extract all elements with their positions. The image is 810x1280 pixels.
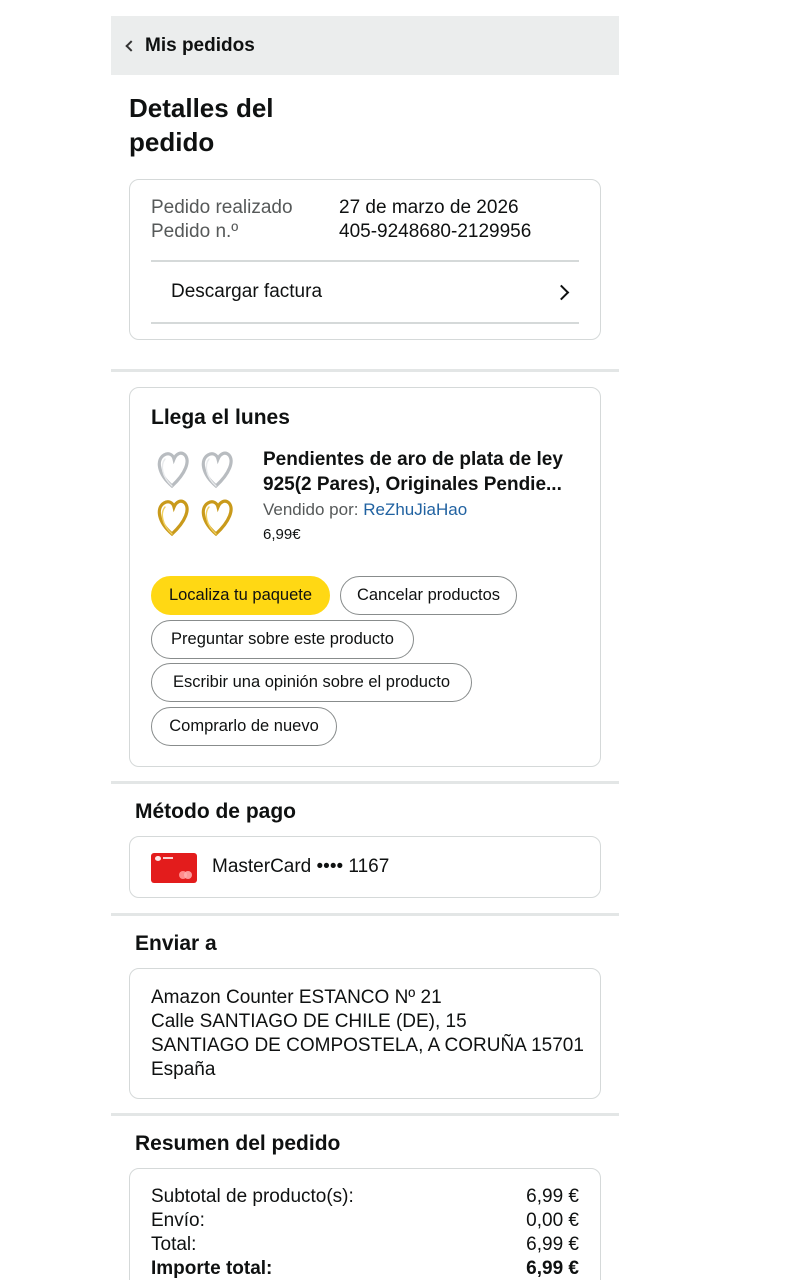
- order-placed-label: Pedido realizado: [151, 197, 293, 218]
- sold-by: [263, 500, 467, 520]
- buy-again-button[interactable]: Comprarlo de nuevo: [151, 707, 337, 746]
- summary-card: [129, 1168, 601, 1280]
- download-invoice-label[interactable]: Descargar factura: [171, 281, 323, 302]
- address-line: España: [151, 1059, 216, 1080]
- address-line: SANTIAGO DE COMPOSTELA, A CORUÑA 15701: [151, 1035, 584, 1056]
- chevron-left-icon[interactable]: [125, 40, 136, 51]
- sold-by-label: Vendido por:: [263, 500, 359, 519]
- summary-value: 6,99 €: [526, 1234, 579, 1255]
- product-price: 6,99€: [263, 526, 301, 543]
- order-info-card: [129, 179, 601, 340]
- back-label[interactable]: Mis pedidos: [145, 34, 255, 56]
- address-card: [129, 968, 601, 1099]
- product-title[interactable]: Pendientes de aro de plata de ley 925(2 Pares), Originales Pendie...: [263, 449, 563, 495]
- payment-method-text: MasterCard •••• 1167: [212, 856, 390, 877]
- chevron-right-icon[interactable]: [554, 284, 570, 300]
- cancel-items-button[interactable]: Cancelar productos: [340, 576, 517, 615]
- summary-value: 6,99 €: [526, 1258, 579, 1279]
- summary-row: [151, 1233, 579, 1257]
- payment-card: [129, 836, 601, 898]
- divider: [151, 322, 579, 324]
- order-details-screen: [111, 16, 619, 1280]
- seller-link[interactable]: ReZhuJiaHao: [363, 500, 468, 519]
- credit-card-icon: [151, 853, 197, 883]
- track-package-button[interactable]: Localiza tu paquete: [151, 576, 330, 615]
- section-separator: [111, 1113, 619, 1116]
- write-review-button[interactable]: Escribir una opinión sobre el producto: [151, 663, 472, 702]
- section-separator: [111, 781, 619, 784]
- summary-row: [151, 1185, 579, 1209]
- ask-question-button[interactable]: Preguntar sobre este producto: [151, 620, 414, 659]
- order-number-label: Pedido n.º: [151, 221, 239, 242]
- summary-label: Importe total:: [151, 1258, 273, 1279]
- summary-value: 0,00 €: [526, 1210, 579, 1231]
- section-separator: [111, 369, 619, 372]
- summary-heading: Resumen del pedido: [135, 1132, 341, 1155]
- summary-row-total: [151, 1257, 579, 1280]
- ship-to-heading: Enviar a: [135, 932, 217, 955]
- address-line: Calle SANTIAGO DE CHILE (DE), 15: [151, 1011, 467, 1032]
- product-thumbnail[interactable]: [152, 446, 238, 540]
- page-title: Detalles del pedido: [129, 93, 274, 157]
- payment-heading: Método de pago: [135, 800, 296, 823]
- summary-label: Envío:: [151, 1210, 205, 1231]
- summary-label: Total:: [151, 1234, 197, 1255]
- address-line: Amazon Counter ESTANCO Nº 21: [151, 987, 442, 1008]
- section-separator: [111, 913, 619, 916]
- delivery-heading: Llega el lunes: [151, 406, 290, 429]
- summary-label: Subtotal de producto(s):: [151, 1186, 354, 1207]
- back-nav[interactable]: [111, 16, 619, 75]
- summary-value: 6,99 €: [526, 1186, 579, 1207]
- download-invoice-row[interactable]: [151, 262, 579, 322]
- summary-row: [151, 1209, 579, 1233]
- shipment-card: [129, 387, 601, 767]
- order-number-value: 405-9248680-2129956: [339, 221, 532, 242]
- order-placed-date: 27 de marzo de 2026: [339, 197, 519, 218]
